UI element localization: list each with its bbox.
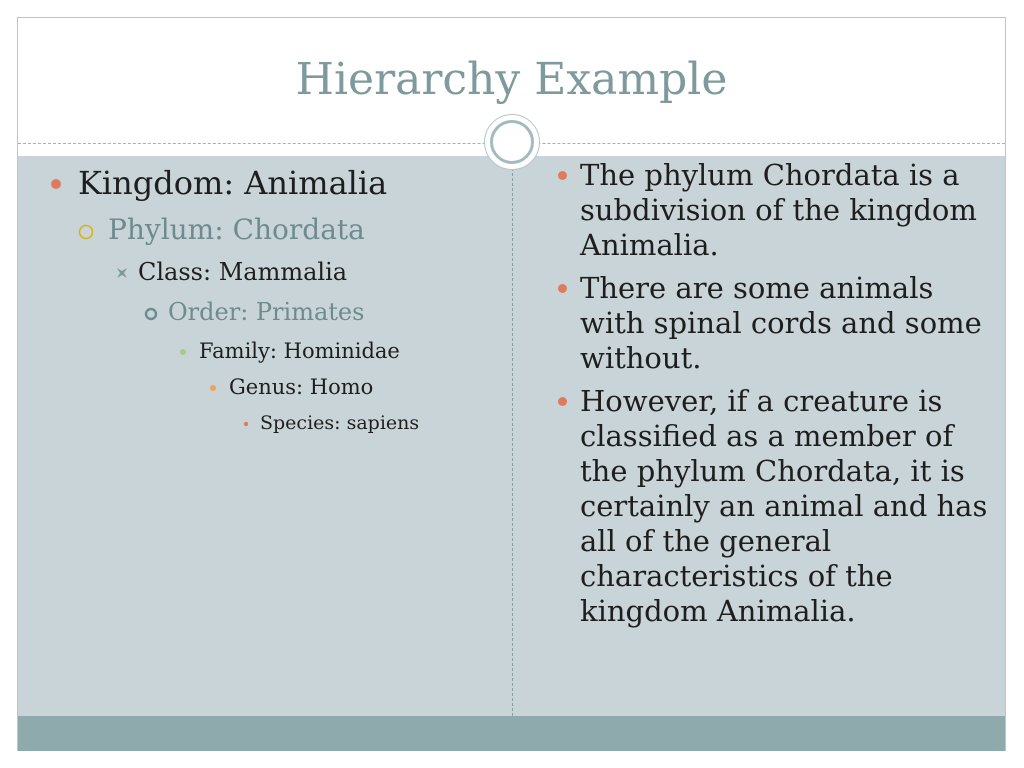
- right-bullet-text: The phylum Chordata is a subdivision of the kingdom Animalia.: [580, 158, 977, 262]
- filled-circle-icon: [558, 284, 567, 293]
- list-item-genus: [229, 375, 373, 399]
- list-item-class: [138, 258, 347, 286]
- right-column: [580, 158, 1000, 637]
- list-item-kingdom: [78, 164, 387, 202]
- right-bullet-text: There are some animals with spinal cords and some without.: [580, 271, 982, 375]
- footer-bar: [18, 716, 1005, 751]
- phylum-label: Phylum: Chordata: [108, 213, 365, 246]
- list-item-species: [260, 412, 419, 434]
- order-label: Order: Primates: [168, 298, 365, 326]
- kingdom-label: Kingdom: Animalia: [78, 164, 388, 202]
- list-item-order: [168, 298, 364, 326]
- small-dot-icon: [179, 348, 187, 356]
- decorative-circle-icon: [484, 114, 540, 170]
- filled-circle-icon: [50, 178, 62, 190]
- slide: [17, 17, 1006, 751]
- right-bullet-2: [580, 271, 1000, 376]
- tiny-dot-icon: [243, 421, 249, 427]
- star-cross-icon: [116, 267, 128, 279]
- class-label: Class: Mammalia: [138, 258, 348, 286]
- filled-circle-icon: [558, 171, 567, 180]
- small-dot-icon: [209, 384, 217, 392]
- right-bullet-3: [580, 384, 1000, 629]
- ring-icon: [144, 307, 158, 321]
- column-divider: [512, 163, 513, 716]
- list-item-family: [199, 339, 400, 363]
- hollow-circle-icon: [78, 224, 94, 240]
- family-label: Family: Hominidae: [199, 339, 400, 363]
- species-label: Species: sapiens: [260, 412, 420, 434]
- filled-circle-icon: [558, 397, 567, 406]
- genus-label: Genus: Homo: [229, 375, 374, 399]
- right-bullet-1: [580, 158, 1000, 263]
- right-bullet-text: However, if a creature is classified as a member of the phylum Chordata, it is certainly an animal and has all of the general characteristics of the kingdom Animalia.: [580, 384, 988, 628]
- list-item-phylum: [108, 213, 365, 246]
- slide-title: Hierarchy Example: [295, 54, 728, 105]
